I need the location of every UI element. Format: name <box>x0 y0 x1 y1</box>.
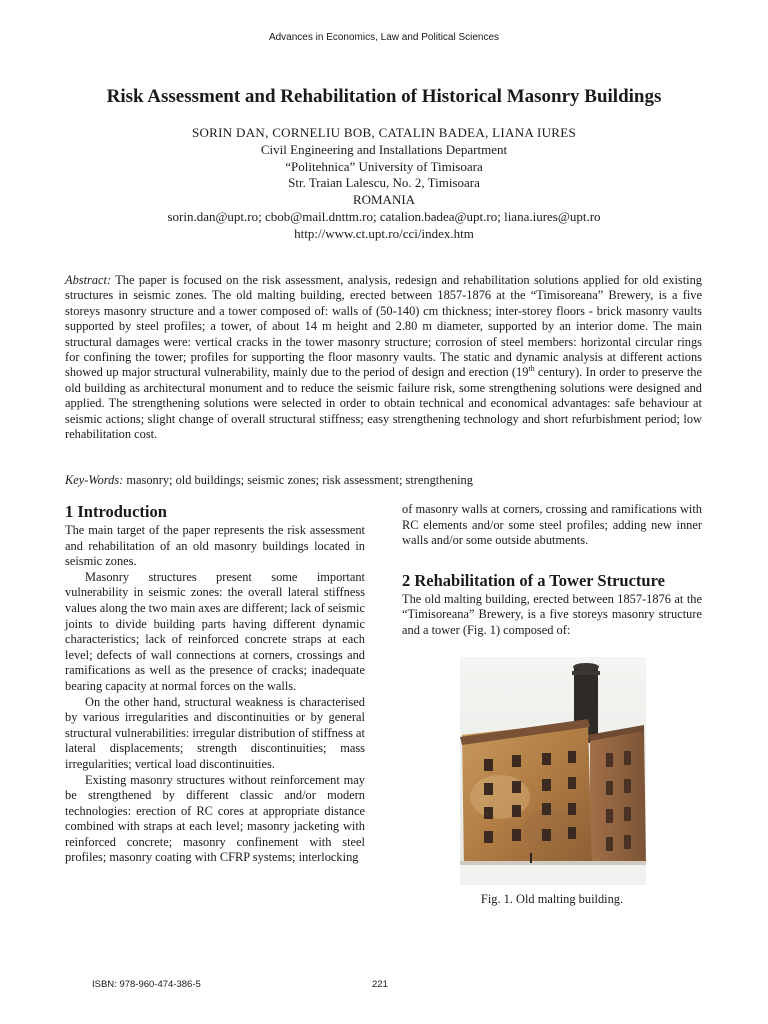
abstract-label: Abstract: <box>65 273 112 287</box>
keywords-label: Key-Words: <box>65 473 124 487</box>
right-column <box>402 502 702 907</box>
university: “Politehnica” University of Timisoara <box>285 158 483 174</box>
address: Str. Traian Lalescu, No. 2, Timisoara <box>288 175 480 191</box>
section-2-paragraph-1: The old malting building, erected between 1857-1876 at the “Timisoreana” Brewery, is a five storeys masonry structure and a tower (Fig. 1) composed of: <box>402 591 702 637</box>
malting-building-photo <box>460 657 646 885</box>
intro-paragraph-4: Existing masonry structures without reinforcement may be strengthened by different classic and/or modern technologies: erection of RC cores at appropriate distance combined with straps at each level; masonry jacketing with reinforced concrete; masonry confinement with steel profiles; masonry coating with CFRP systems; interlocking <box>65 772 365 865</box>
page-number: 221 <box>372 979 388 990</box>
left-column <box>65 502 365 866</box>
website-link[interactable]: http://www.ct.upt.ro/cci/index.htm <box>294 225 474 241</box>
affiliation-block <box>60 125 708 243</box>
keywords-text: masonry; old buildings; seismic zones; risk assessment; strengthening <box>126 473 473 487</box>
department: Civil Engineering and Installations Department <box>260 141 508 157</box>
footer-isbn: ISBN: 978-960-474-386-5 <box>92 979 201 990</box>
abstract-superscript: th <box>528 364 535 374</box>
country: ROMANIA <box>352 192 416 208</box>
section-2-heading: 2 Rehabilitation of a Tower Structure <box>402 570 665 590</box>
paper-title: Risk Assessment and Rehabilitation of Historical Masonry Buildings <box>106 86 662 107</box>
intro-paragraph-1: The main target of the paper represents the risk assessment and rehabilitation of an old masonry buildings located in seismic zones. <box>65 523 365 569</box>
section-1-heading: 1 Introduction <box>65 502 167 521</box>
intro-paragraph-4-continued: of masonry walls at corners, crossing and ramifications with RC elements and/or some steel profiles; adding new inner walls and/or some outside abutments. <box>402 502 702 548</box>
abstract-text-a: The paper is focused on the risk assessment, analysis, redesign and rehabilitation solutions applied for old existing structures in seismic zones. The old malting building, erected between 1857-1876 at the “Timisoreana” Brewery, is a five storeys masonry structure and a tower composed of: walls of (50-140) cm thickness; inter-storey floors - brick masonry vaults supported by steel profiles; a tower, of about 14 m height and 2.80 m diameter, supported by an interior dome. The main structural damages were: vertical cracks in the tower masonry structure; corrosion of steel members: horizontal circular rings for confining the tower; profiles for supporting the floor masonry vaults. The static and dynamic analysis at different actions showed up major structural vulnerability, mainly due to the period of design and erection (19 <box>65 273 702 380</box>
figure-1-caption: Fig. 1. Old malting building. <box>480 891 624 906</box>
intro-paragraph-3: On the other hand, structural weakness is characterised by various irregularities and discontinuities or by general structural vulnerabilities: irregular distribution of stiffness at lateral displacements; strength discontinuities; mass irregularities; vertical load discontinuities. <box>65 694 365 771</box>
abstract-text-b: century). In order to preserve the old building as architectural monument and to reduce the seismic failure risk, some strengthening solutions were designed and applied. The strengthening solutions were selected in order to obtain technical and economical advantages: safe behaviour at seismic actions; slight change of overall structural stiffness; easy strengthening technology and short refurbishment period; low rehabilitation cost. <box>65 365 702 442</box>
journal-header: Advances in Economics, Law and Political Sciences <box>268 32 500 43</box>
intro-paragraph-2: Masonry structures present some important vulnerability in seismic zones: the overall lateral stiffness values along the two main axes are different; lack of seismic joints to divide building parts having different dynamic characteristics; lack of reinforced concrete straps at each level; defects of wall connections at corners, crossings and ramifications as well as the presence of cracks; inadequate bearing capacity at normal forces on the walls. <box>65 569 365 693</box>
emails[interactable]: sorin.dan@upt.ro; cbob@mail.dnttm.ro; catalion.badea@upt.ro; liana.iures@upt.ro <box>167 208 601 224</box>
abstract <box>65 273 702 442</box>
keywords <box>65 473 702 488</box>
figure-1 <box>402 657 702 908</box>
authors: SORIN DAN, CORNELIU BOB, CATALIN BADEA, LIANA IURES <box>191 125 577 140</box>
